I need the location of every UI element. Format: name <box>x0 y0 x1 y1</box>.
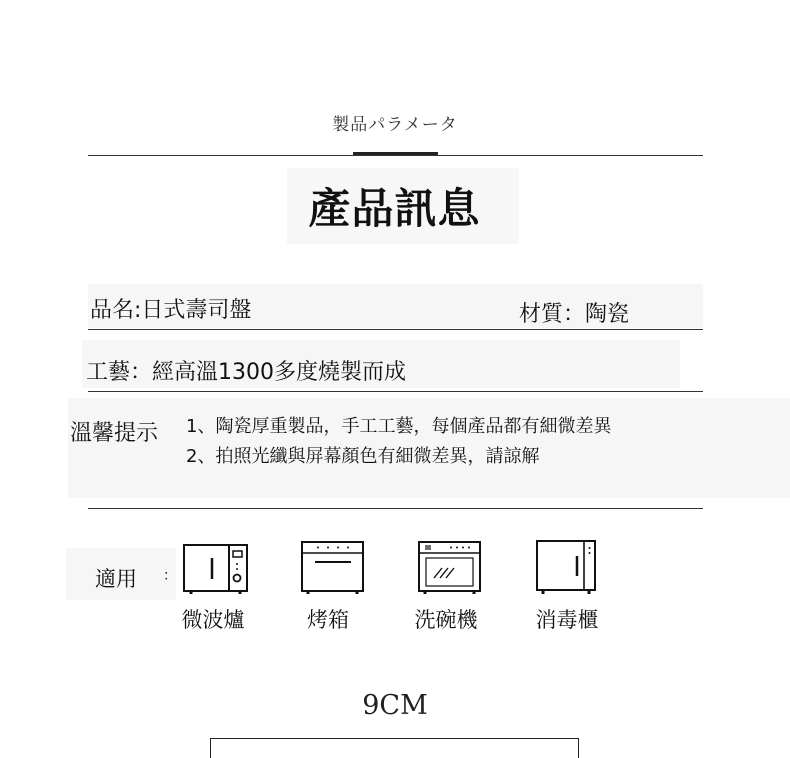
page-title: 產品訊息 <box>308 184 481 233</box>
tip-line-1: 1、陶瓷厚重製品，手工工藝，每個產品都有細微差異 <box>186 416 612 437</box>
tips-label: 溫馨提示 <box>70 421 159 446</box>
sterilizer-cabinet-icon <box>536 540 598 595</box>
divider-name <box>88 329 703 330</box>
caption-microwave: 微波爐 <box>181 608 245 632</box>
oven-icon <box>301 541 365 595</box>
applicable-label: 適用 <box>95 567 137 591</box>
product-material: 材質：陶瓷 <box>519 302 630 327</box>
caption-sterilizer: 消毒櫃 <box>535 608 599 632</box>
product-name: 品名:日式壽司盤 <box>90 298 252 323</box>
dimension-label: 9CM <box>362 690 428 721</box>
microwave-icon <box>183 543 249 595</box>
dishwasher-icon <box>418 541 482 595</box>
caption-dishwasher: 洗碗機 <box>414 608 478 632</box>
section-subtitle: 製品パラメータ <box>332 115 458 135</box>
applicable-colon: ： <box>163 568 177 584</box>
product-craft: 工藝：經高溫1300多度燒製而成 <box>86 360 406 385</box>
tip-line-2: 2、拍照光纖與屏幕顏色有細微差異，請諒解 <box>186 446 540 467</box>
divider-tips <box>88 508 703 509</box>
dimension-line <box>210 738 579 758</box>
caption-oven: 烤箱 <box>307 608 349 632</box>
divider-craft <box>88 391 703 392</box>
divider-top <box>88 155 703 156</box>
